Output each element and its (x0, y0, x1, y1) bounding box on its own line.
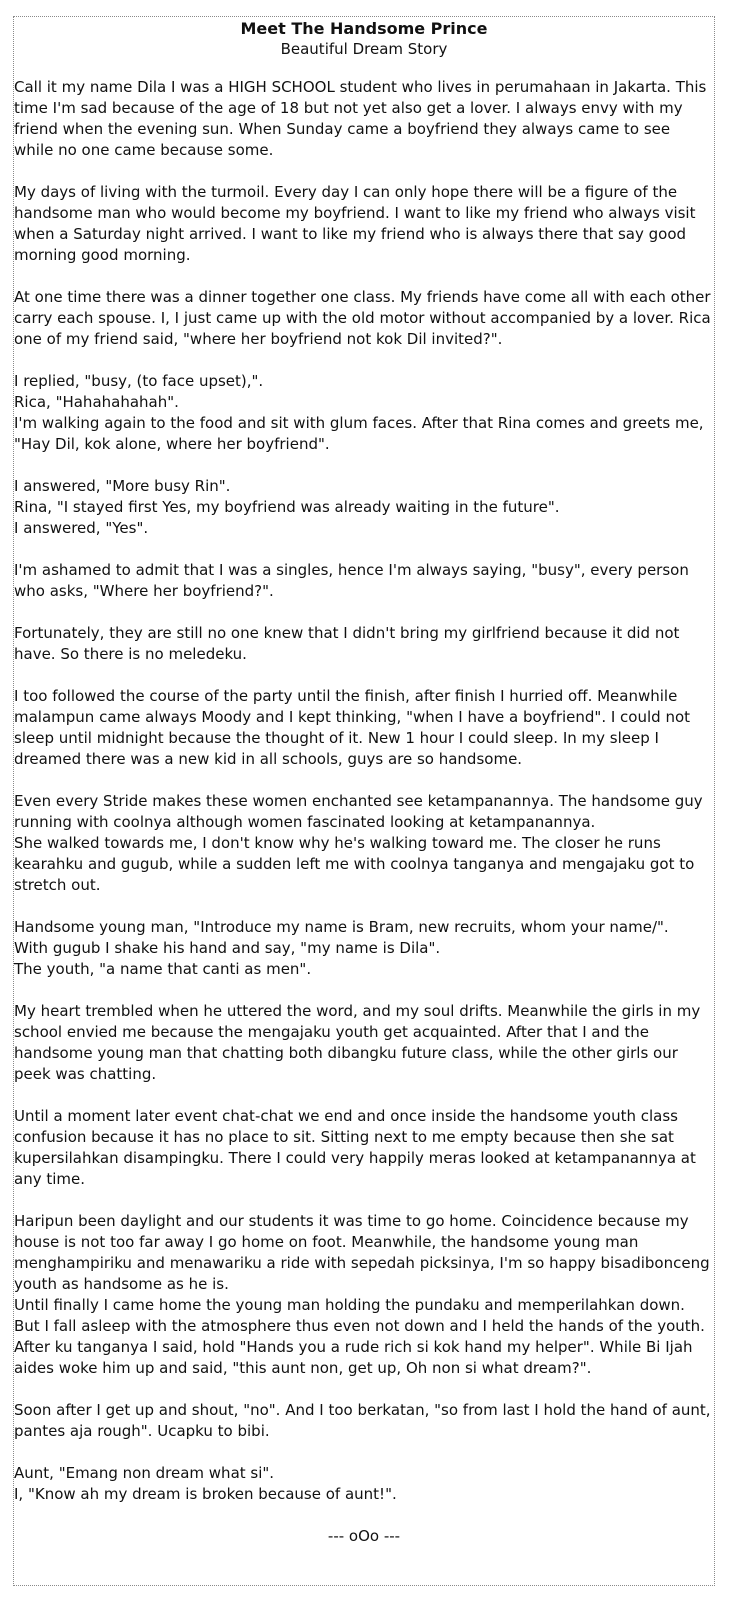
paragraph-line: Until finally I came home the young man holding the pundaku and memperilahkan down. But I fall asleep with the atmosphere thus even not down and I held the hands of the youth. After ku tanganya I said, hold "Hands you a rude rich si kok hand my helper". While Bi Ijah aides woke him up and said, "this aunt non, get up, Oh non si what dream?". (14, 1296, 705, 1377)
story-paragraph (14, 182, 714, 266)
story-paragraph (14, 287, 714, 350)
paragraph-line: I too followed the course of the party until the finish, after finish I hurried off. Meanwhile malampun came always Moody and I kept thinking, "when I have a boyfriend". I could not sleep until midnight because the thought of it. New 1 hour I could sleep. In my sleep I dreamed there was a new kid in all schools, guys are so handsome. (14, 687, 691, 768)
story-paragraph (14, 1211, 714, 1295)
paragraph-line: Handsome young man, "Introduce my name is Bram, new recruits, whom your name/". (14, 918, 669, 936)
paragraph-line: I'm ashamed to admit that I was a singles, hence I'm always saying, "busy", every person who asks, "Where her boyfriend?". (14, 561, 689, 600)
paragraph-line: I answered, "More busy Rin". (14, 477, 231, 495)
story-subtitle: Beautiful Dream Story (280, 40, 448, 58)
story-paragraph (14, 1295, 714, 1379)
story-paragraph (14, 1001, 714, 1085)
paragraph-line: I, "Know ah my dream is broken because of aunt!". (14, 1485, 397, 1503)
story-paragraph (14, 371, 714, 455)
paragraph-line: I'm walking again to the food and sit with glum faces. After that Rina comes and greets me, "Hay Dil, kok alone, where her boyfriend". (14, 414, 704, 453)
paragraph-line: Aunt, "Emang non dream what si". (14, 1464, 275, 1482)
story-title: Meet The Handsome Prince (240, 19, 488, 38)
paragraph-line: My days of living with the turmoil. Every day I can only hope there will be a figure of the handsome man who would become my boyfriend. I want to like my friend who always visit when a Saturday night arrived. I want to like my friend who is always there that say good morning good morning. (14, 183, 696, 264)
story-content (14, 18, 714, 1547)
paragraph-line: Even every Stride makes these women enchanted see ketampanannya. The handsome guy running with coolnya although women fascinated looking at ketampanannya. (14, 792, 703, 831)
paragraph-line: Haripun been daylight and our students it was time to go home. Coincidence because my house is not too far away I go home on foot. Meanwhile, the handsome young man menghampiriku and menawariku a ride with sepedah picksinya, I'm so happy bisadibonceng youth as handsome as he is. (14, 1212, 710, 1293)
paragraph-line: Rica, "Hahahahahah". (14, 393, 179, 411)
story-paragraph (14, 560, 714, 602)
story-body (14, 77, 714, 1505)
story-paragraph (14, 476, 714, 539)
paragraph-line: My heart trembled when he uttered the word, and my soul drifts. Meanwhile the girls in my school envied me because the mengajaku youth get acquainted. After that I and the handsome young man that chatting both dibangku future class, while the other girls our peek was chatting. (14, 1002, 701, 1083)
paragraph-line: She walked towards me, I don't know why he's walking toward me. The closer he runs kearahku and gugub, while a sudden left me with coolnya tanganya and mengajaku got to stretch out. (14, 834, 695, 894)
story-paragraph (14, 623, 714, 665)
paragraph-line: At one time there was a dinner together one class. My friends have come all with each other carry each spouse. I, I just came up with the old motor without accompanied by a lover. Rica one of my friend said, "where her boyfriend not kok Dil invited?". (14, 288, 711, 348)
end-mark: --- oOo --- (327, 1527, 401, 1545)
paragraph-line: Until a moment later event chat-chat we end and once inside the handsome youth class confusion because it has no place to sit. Sitting next to me empty because then she sat kupersilahkan disampingku. There I could very happily meras looked at ketampanannya at any time. (14, 1107, 696, 1188)
paragraph-line: Rina, "I stayed first Yes, my boyfriend was already waiting in the future". (14, 498, 560, 516)
story-paragraph (14, 1463, 714, 1505)
paragraph-line: Soon after I get up and shout, "no". And I too berkatan, "so from last I hold the hand of aunt, pantes aja rough". Ucapku to bibi. (14, 1401, 711, 1440)
paragraph-line: The youth, "a name that canti as men". (14, 960, 312, 978)
paragraph-line: Call it my name Dila I was a HIGH SCHOOL student who lives in perumahaan in Jakarta. This time I'm sad because of the age of 18 but not yet also get a lover. I always envy with my friend when the evening sun. When Sunday came a boyfriend they always came to see while no one came because some. (14, 78, 707, 159)
story-paragraph (14, 917, 714, 980)
story-paragraph (14, 791, 714, 896)
story-paragraph (14, 1400, 714, 1442)
paragraph-line: I replied, "busy, (to face upset),". (14, 372, 264, 390)
paragraph-line: I answered, "Yes". (14, 519, 149, 537)
story-paragraph (14, 686, 714, 770)
story-paragraph (14, 1106, 714, 1190)
paragraph-line: Fortunately, they are still no one knew that I didn't bring my girlfriend because it did not have. So there is no meledeku. (14, 624, 680, 663)
paragraph-line: With gugub I shake his hand and say, "my name is Dila". (14, 939, 441, 957)
story-paragraph (14, 77, 714, 161)
